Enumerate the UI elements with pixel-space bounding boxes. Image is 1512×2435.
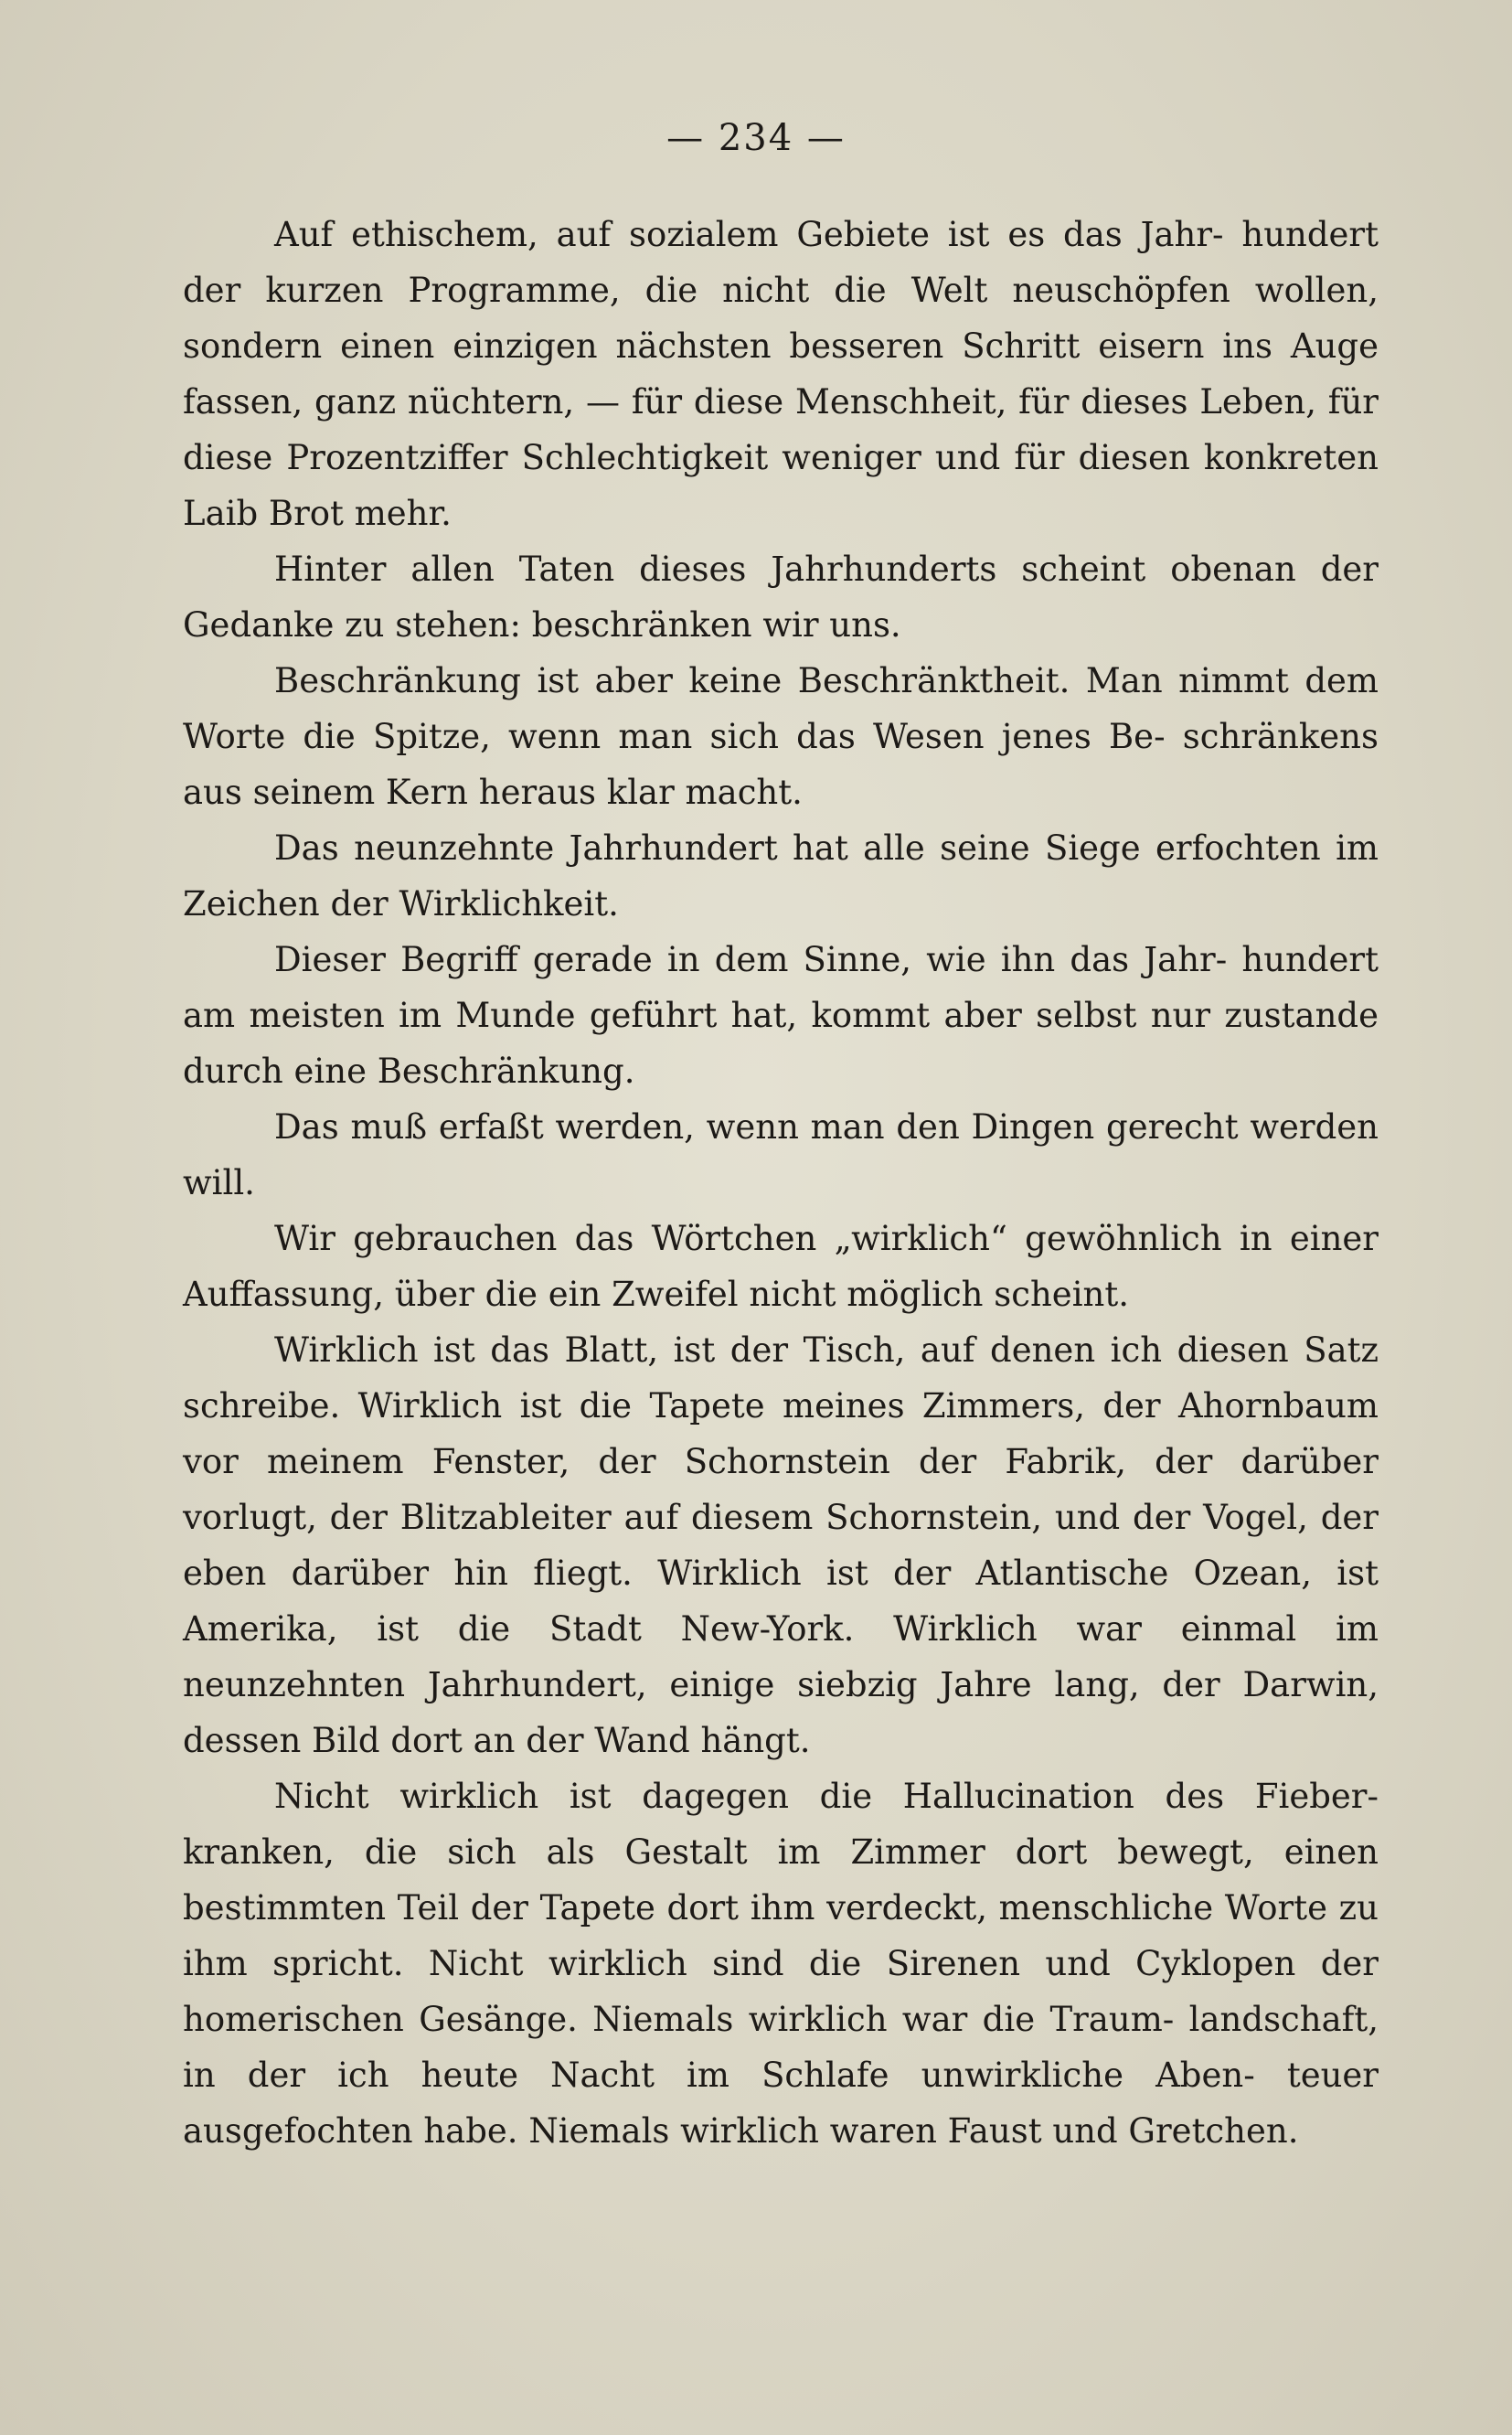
paragraph: Hinter allen Taten dieses Jahrhunderts scheint obenan der Gedanke zu stehen: beschränken wir uns. [183,550,1379,645]
paragraph: Nicht wirklich ist dagegen die Hallucination des Fieber- kranken, die sich als Gestalt im Zimmer dort bewegt, einen bestimmten Teil der Tapete dort ihm verdeckt, menschliche Worte zu ihm spricht. Nicht wirklich sind die Sirenen und Cyklopen der homerischen Gesänge. Niemals wirklich war die Traum- landschaft, in der ich heute Nacht im Schlafe unwirkliche Aben- teuer ausgefochten habe. Niemals wirklich waren Faust und Gretchen. [183,1777,1379,2151]
paragraph: Dieser Begriff gerade in dem Sinne, wie ihn das Jahr- hundert am meisten im Munde geführt hat, kommt aber selbst nur zustande durch eine Beschränkung. [183,940,1379,1091]
paragraph: Das neunzehnte Jahrhundert hat alle seine Siege erfochten im Zeichen der Wirklichkeit. [183,828,1379,924]
paragraph: Beschränkung ist aber keine Beschränktheit. Man nimmt dem Worte die Spitze, wenn man sich das Wesen jenes Be- schränkens aus seinem Kern heraus klar macht. [183,661,1379,812]
paragraph: Auf ethischem, auf sozialem Gebiete ist es das Jahr- hundert der kurzen Programme, die nicht die Welt neuschöpfen wollen, sondern einen einzigen nächsten besseren Schritt eisern ins Auge fassen, ganz nüchtern, — für diese Menschheit, für dieses Leben, für diese Prozentziffer Schlechtigkeit weniger und für diesen konkreten Laib Brot mehr. [183,215,1379,533]
paragraph: Wirklich ist das Blatt, ist der Tisch, auf denen ich diesen Satz schreibe. Wirklich ist die Tapete meines Zimmers, der Ahornbaum vor meinem Fenster, der Schornstein der Fabrik, der darüber vorlugt, der Blitzableiter auf diesem Schornstein, und der Vogel, der eben darüber hin fliegt. Wirklich ist der Atlantische Ozean, ist Amerika, ist die Stadt New-York. Wirklich war einmal im neunzehnten Jahrhundert, einige siebzig Jahre lang, der Darwin, dessen Bild dort an der Wand hängt. [183,1330,1379,1760]
paragraph: Wir gebrauchen das Wörtchen „wirklich“ gewöhnlich in einer Auffassung, über die ein Zweifel nicht möglich scheint. [183,1219,1379,1314]
page-number: — 234 — [666,117,846,159]
body-text [183,207,1379,2159]
paragraph: Das muß erfaßt werden, wenn man den Dingen gerecht werden will. [183,1107,1379,1202]
